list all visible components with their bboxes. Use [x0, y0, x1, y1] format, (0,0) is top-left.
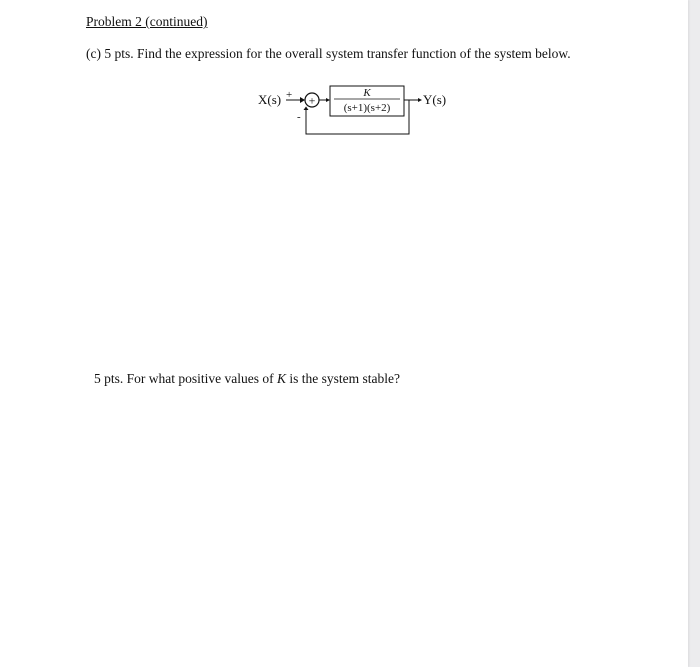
stability-question-variable: K [276, 371, 286, 386]
summing-plus: + [308, 93, 316, 108]
tf-numerator: K [363, 87, 371, 99]
output-arrowhead [418, 98, 422, 102]
minus-sign: - [297, 111, 301, 123]
forward-arrowhead [326, 98, 330, 102]
block-diagram [250, 80, 460, 140]
output-label: Y(s) [423, 92, 447, 107]
part-c-question: (c) 5 pts. Find the expression for the overall system transfer function of the system below. [86, 46, 571, 61]
stability-question-before: 5 pts. For what positive values of [94, 371, 277, 386]
stability-question [94, 371, 400, 387]
problem-heading: Problem 2 (continued) [86, 14, 208, 29]
input-label: X(s) [258, 92, 282, 107]
tf-denominator: (s+1)(s+2) [343, 102, 391, 114]
input-arrowhead [300, 97, 305, 103]
stability-question-after: is the system stable? [286, 371, 400, 386]
plus-sign: + [286, 89, 293, 101]
